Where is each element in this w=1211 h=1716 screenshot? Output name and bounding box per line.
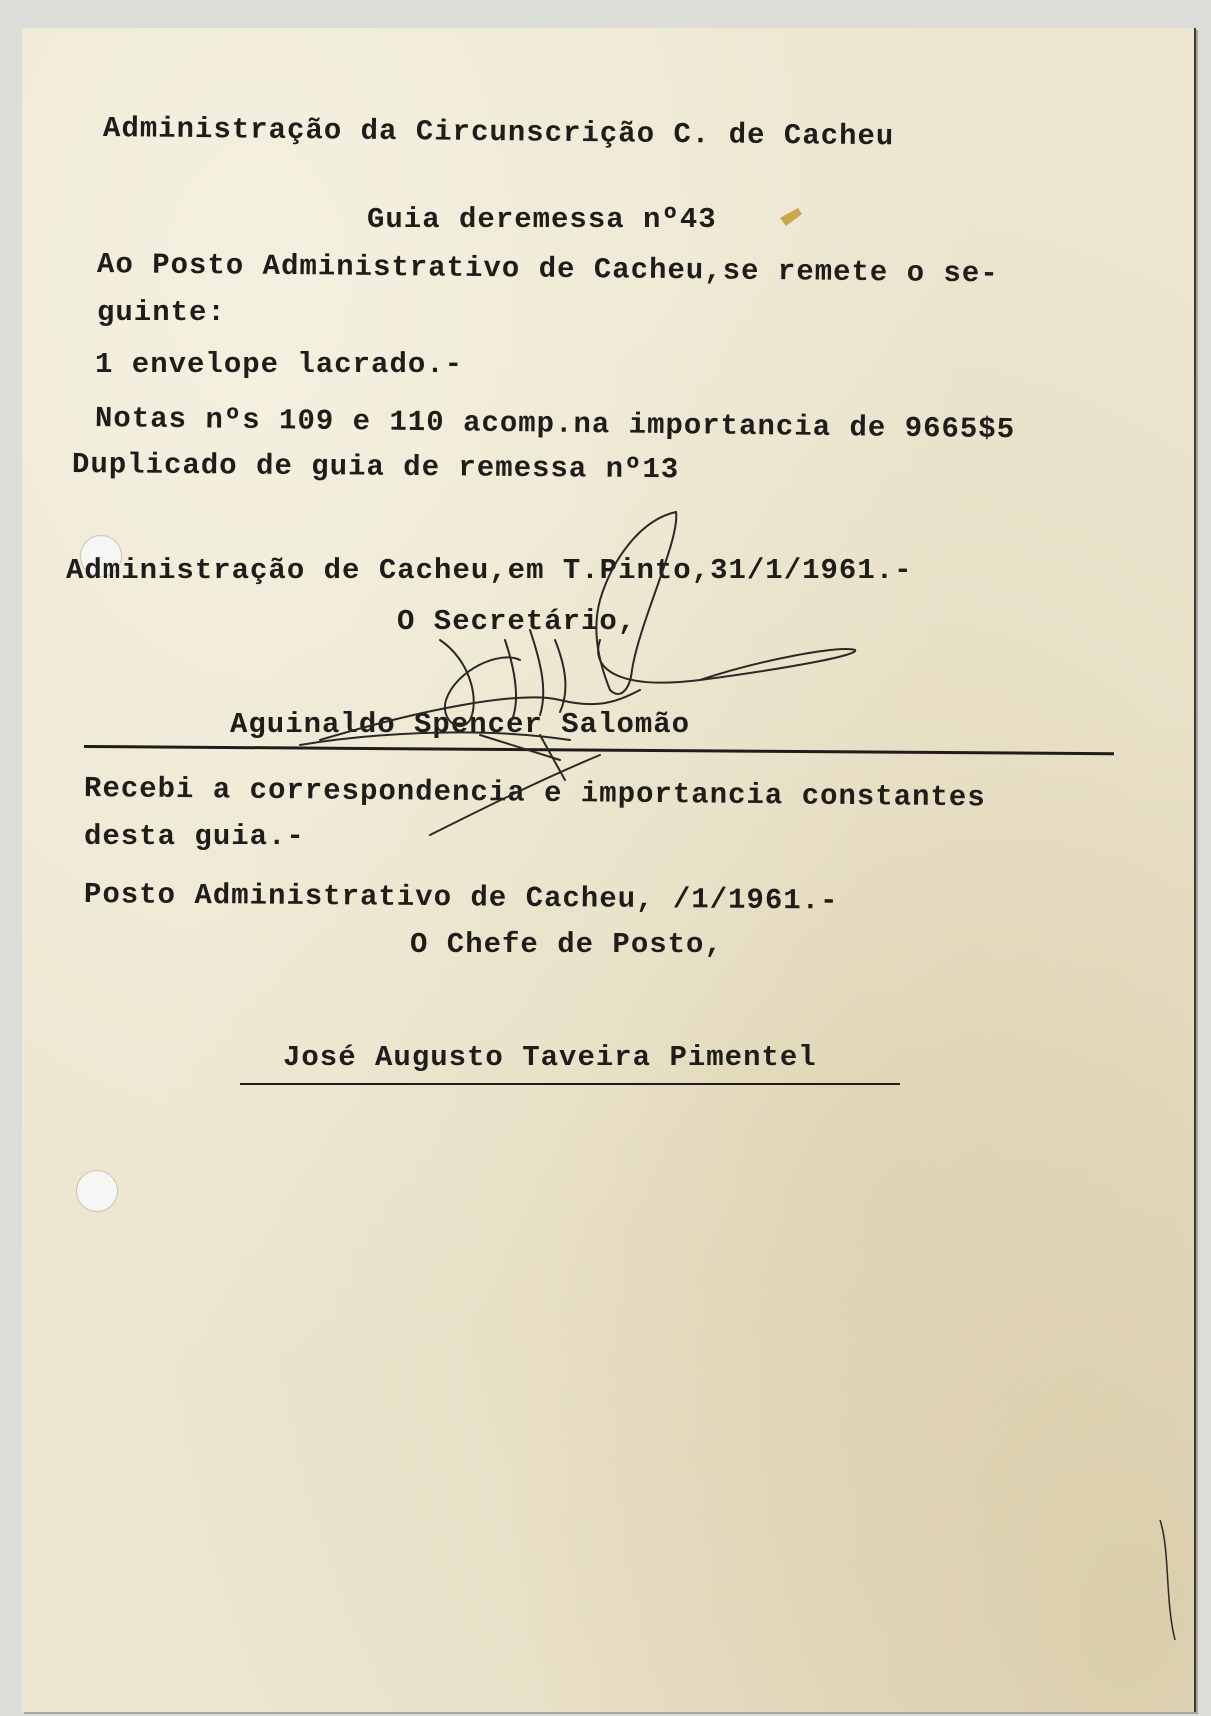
header-line: Administração da Circunscrição C. de Cacheu xyxy=(102,112,895,154)
chief-title: O Chefe de Posto, xyxy=(410,928,723,961)
secretary-name: Aguinaldo Spencer Salomão xyxy=(230,708,691,741)
chief-name: José Augusto Taveira Pimentel xyxy=(283,1041,817,1074)
punch-hole xyxy=(76,1170,118,1212)
item-line: Notas nºs 109 e 110 acomp.na importancia de 9665$5 xyxy=(94,402,1016,447)
document-title: Guia deremessa nº43 xyxy=(367,203,717,236)
item-line: Duplicado de guia de remessa nº13 xyxy=(71,448,680,487)
receipt-line: Recebi a correspondencia e importancia constantes xyxy=(83,772,986,815)
secretary-title: O Secretário, xyxy=(397,605,637,638)
receipt-line: desta guia.- xyxy=(84,820,305,853)
intro-line: guinte: xyxy=(97,296,226,329)
receipt-place-date: Posto Administrativo de Cacheu, /1/1961.- xyxy=(83,878,839,918)
item-line: 1 envelope lacrado.- xyxy=(95,348,464,381)
signature-underline xyxy=(240,1083,900,1085)
intro-line: Ao Posto Administrativo de Cacheu,se remete o se- xyxy=(96,248,999,291)
place-date-line: Administração de Cacheu,em T.Pinto,31/1/1961.- xyxy=(66,554,913,587)
